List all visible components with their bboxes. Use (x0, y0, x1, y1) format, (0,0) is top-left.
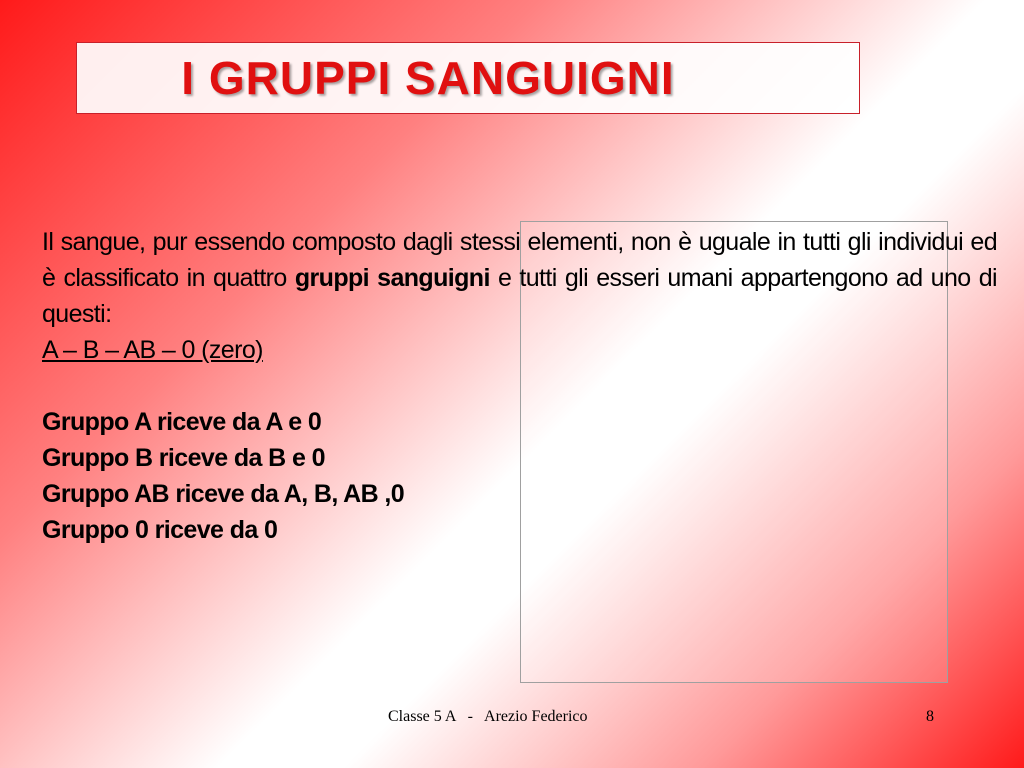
intro-text-start: Il sangue, pur essendo composto dagli stessi elementi, non è uguale in tutti gli individui ed è classificato in quattro (42, 228, 997, 292)
body-text (42, 224, 997, 548)
intro-paragraph (42, 224, 997, 332)
slide-title: I GRUPPI SANGUIGNI (181, 52, 675, 104)
rule-group-b: Gruppo B riceve da B e 0 (42, 444, 325, 472)
rule-group-0: Gruppo 0 riceve da 0 (42, 516, 278, 544)
intro-text-bold: gruppi sanguigni (294, 264, 490, 292)
rule-group-a: Gruppo A riceve da A e 0 (42, 408, 322, 436)
blood-groups-line: A – B – AB – 0 (zero) (42, 336, 263, 364)
footer-text: Classe 5 A - Arezio Federico (388, 708, 588, 725)
page-number: 8 (926, 708, 934, 725)
intro-text-end: e tutti gli esseri umani appartengono ad uno di questi: (42, 264, 997, 328)
title-box (76, 42, 860, 114)
rule-group-ab: Gruppo AB riceve da A, B, AB ,0 (42, 480, 405, 508)
spacer (42, 368, 997, 404)
